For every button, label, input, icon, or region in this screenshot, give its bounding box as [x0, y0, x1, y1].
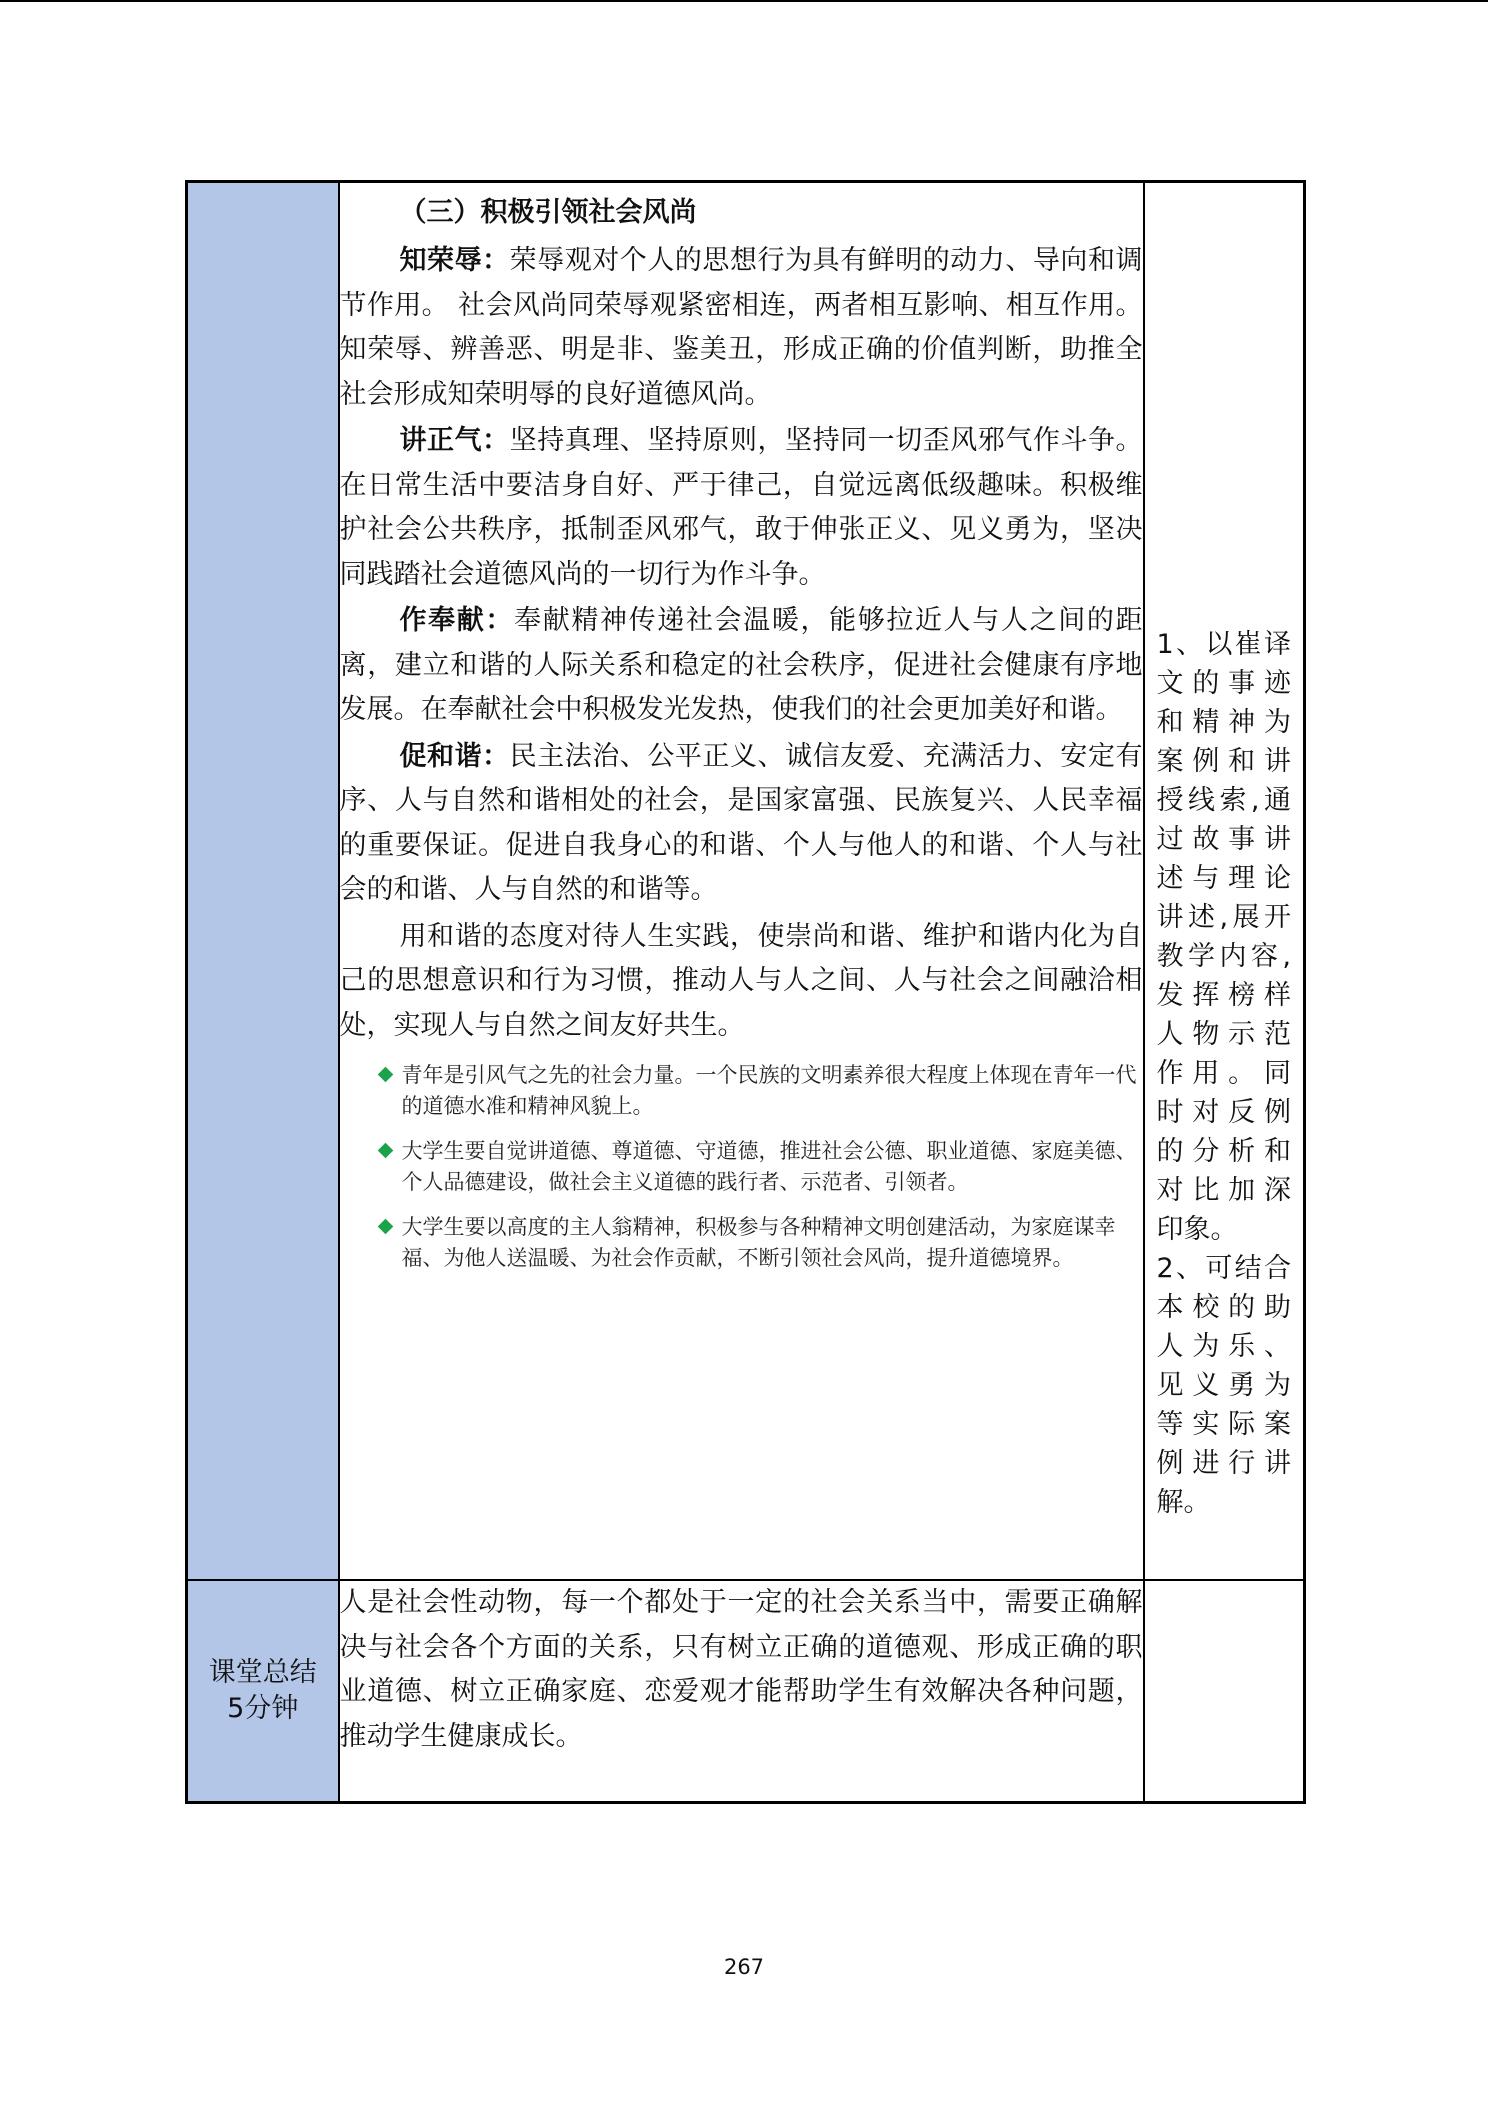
note-item: 1、以崔译文的事迹和精神为案例和讲授线索,通过故事讲述与理论讲述,展开教学内容,发挥榜样人物示范作用。同时对反例的分析和对比加深印象。 — [1156, 629, 1291, 1245]
page-top-border — [0, 0, 1488, 2]
summary-label-cell — [187, 1580, 339, 1803]
bullet-text: 大学生要以高度的主人翁精神，积极参与各种精神文明创建活动，为家庭谋幸福、为他人送温暖、为社会作贡献，不断引领社会风尚，提升道德境界。 — [401, 1215, 1116, 1270]
summary-label — [188, 1655, 338, 1727]
paragraph-text: 用和谐的态度对待人生实践，使崇尚和谐、维护和谐内化为自己的思想意识和行为习惯，推动人与人之间、人与社会之间融洽相处，实现人与自然之间友好共生。 — [339, 920, 1143, 1041]
summary-notes-cell — [1144, 1580, 1305, 1803]
content-cell — [339, 182, 1144, 1581]
bullet-text: 大学生要自觉讲道德、尊道德、守道德，推进社会公德、职业道德、家庭美德、个人品德建设，做社会主义道德的践行者、示范者、引领者。 — [401, 1139, 1137, 1194]
summary-text-cell — [339, 1580, 1144, 1803]
summary-row — [187, 1580, 1305, 1803]
notes-cell — [1144, 182, 1305, 1581]
section-heading: （三）积极引领社会风尚 — [399, 197, 697, 228]
green-diamond-icon — [377, 1219, 393, 1235]
lesson-plan-table — [185, 180, 1306, 1804]
bullet-list — [340, 1060, 1143, 1274]
bullet-item — [376, 1136, 1143, 1198]
paragraph-keyword: 作奉献： — [399, 605, 515, 636]
summary-text: 人是社会性动物，每一个都处于一定的社会关系当中，需要正确解决与社会各个方面的关系，只有树立正确的道德观、形成正确的职业道德、树立正确家庭、恋爱观才能帮助学生有效解决各种问题，推动学生健康成长。 — [339, 1587, 1143, 1752]
paragraph-text: 奉献精神传递社会温暖，能够拉近人与人之间的距离，建立和谐的人际关系和稳定的社会秩序，促进社会健康有序地发展。在奉献社会中积极发光发热，使我们的社会更加美好和谐。 — [339, 605, 1143, 725]
paragraph-text: 荣辱观对个人的思想行为具有鲜明的动力、导向和调节作用。 社会风尚同荣辱观紧密相连，两者相互影响、相互作用。知荣辱、辨善恶、明是非、鉴美丑，形成正确的价值判断，助推全社会形成知荣明辱的良好道德风尚。 — [339, 245, 1143, 410]
paragraph-text: 坚持真理、坚持原则，坚持同一切歪风邪气作斗争。在日常生活中要洁身自好、严于律己，自觉远离低级趣味。积极维护社会公共秩序，抵制歪风邪气，敢于伸张正义、见义勇为，坚决同践踏社会道德风尚的一切行为作斗争。 — [339, 425, 1143, 590]
paragraph-practice — [340, 915, 1143, 1049]
bullet-item — [376, 1060, 1143, 1122]
paragraph-keyword: 知荣辱： — [399, 245, 510, 276]
paragraph-dedication — [340, 599, 1143, 733]
paragraph-integrity — [340, 419, 1143, 597]
teaching-notes — [1145, 183, 1304, 1522]
green-diamond-icon — [377, 1143, 393, 1159]
paragraph-keyword: 讲正气： — [399, 425, 510, 456]
green-diamond-icon — [377, 1067, 393, 1083]
paragraph-honor — [340, 239, 1143, 417]
stage-cell-empty — [187, 182, 339, 1581]
content-row — [187, 182, 1305, 1581]
bullet-item — [376, 1212, 1143, 1274]
note-item: 2、可结合本校的助人为乐、见义勇为等实际案例进行讲解。 — [1156, 1253, 1291, 1518]
paragraph-keyword: 促和谐： — [399, 740, 510, 772]
bullet-text: 青年是引风气之先的社会力量。一个民族的文明素养很大程度上体现在青年一代的道德水准和精神风貌上。 — [401, 1063, 1137, 1118]
paragraph-text: 民主法治、公平正义、诚信友爱、充满活力、安定有序、人与自然和谐相处的社会，是国家富强、民族复兴、人民幸福的重要保证。促进自我身心的和谐、个人与他人的和谐、个人与社会的和谐、人与自然的和谐等。 — [339, 740, 1143, 905]
paragraph-harmony — [340, 735, 1143, 913]
page-number: 267 — [723, 1955, 765, 1979]
summary-title: 课堂总结 — [208, 1657, 317, 1688]
summary-duration: 5分钟 — [227, 1693, 299, 1724]
